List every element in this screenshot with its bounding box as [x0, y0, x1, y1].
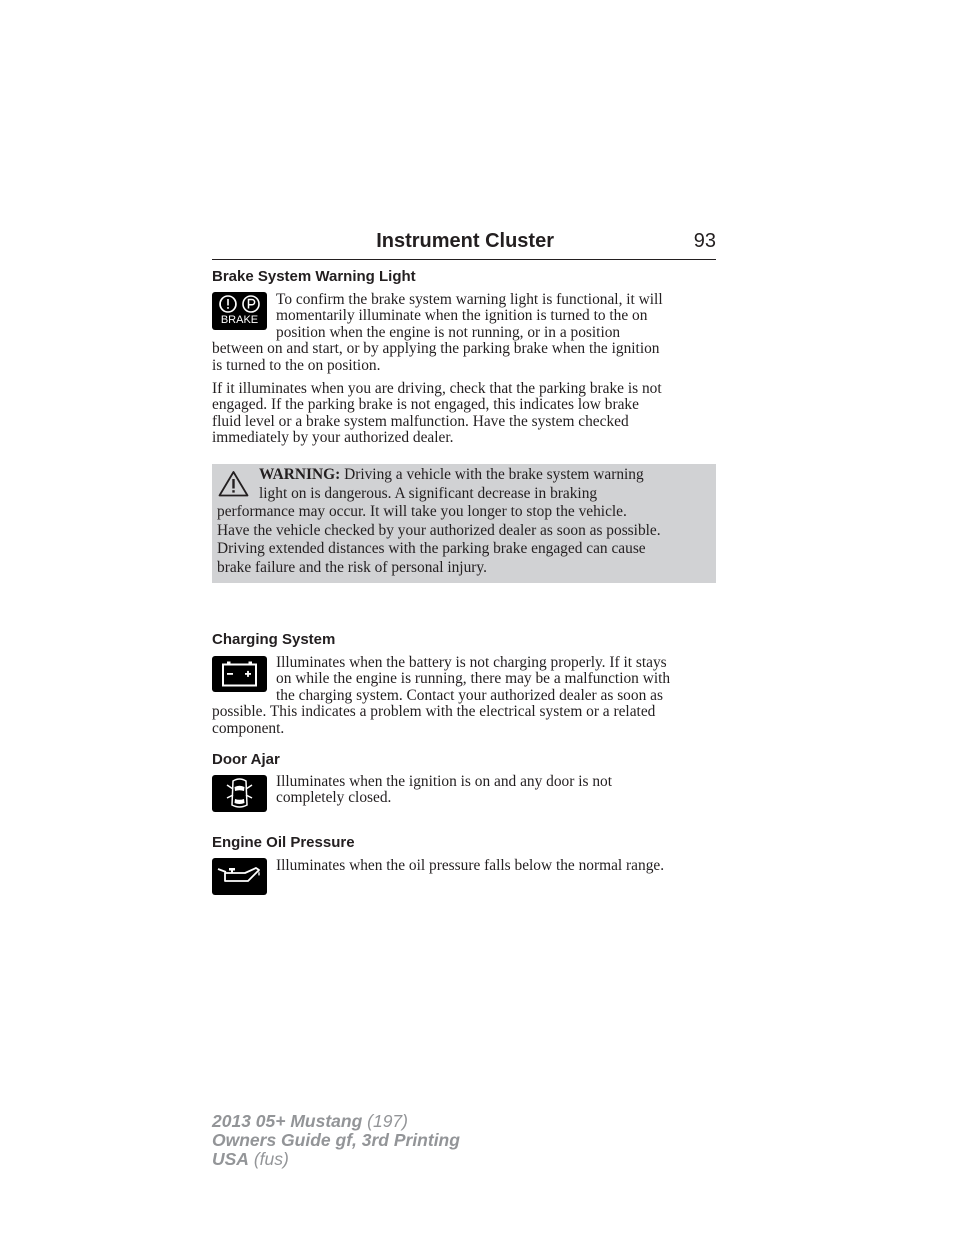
door-heading: Door Ajar: [212, 751, 280, 768]
text-line: fluid level or a brake system malfunction. Have the system checked: [212, 412, 629, 430]
text-line: performance may occur. It will take you longer to stop the vehicle.: [217, 503, 627, 521]
footer-line-2: [212, 1131, 460, 1150]
text-line: position when the engine is not running, or in a position: [276, 323, 621, 341]
warning-text: [217, 466, 713, 578]
text-line: completely closed.: [276, 789, 392, 807]
text-line: Driving a vehicle with the brake system warning: [340, 466, 644, 483]
brake-paragraph-1: [212, 292, 716, 374]
footer-market-code: (fus): [248, 1149, 289, 1169]
text-line: on while the engine is running, there may be a malfunction with: [276, 670, 671, 688]
header-title: Instrument Cluster: [376, 230, 554, 252]
brake-heading: Brake System Warning Light: [212, 268, 416, 285]
footer-line-1: [212, 1112, 460, 1131]
text-line: possible. This indicates a problem with the electrical system or a related: [212, 703, 656, 721]
door-paragraph: [212, 774, 716, 807]
page-header: [212, 229, 716, 260]
footer-model: 2013 05+ Mustang: [212, 1111, 363, 1131]
brake-paragraph-2: [212, 381, 716, 447]
page-footer: [212, 1112, 460, 1169]
text-line: Have the vehicle checked by your authorized dealer as soon as possible.: [217, 521, 661, 539]
brake-icon-label: BRAKE: [220, 314, 259, 326]
text-line: is turned to the on position.: [212, 356, 381, 374]
text-line: Driving extended distances with the parking brake engaged can cause: [217, 540, 646, 558]
text-line: engaged. If the parking brake is not engaged, this indicates low brake: [212, 396, 639, 414]
charging-paragraph: [212, 655, 716, 737]
warning-label: WARNING:: [259, 466, 341, 483]
text-line: To confirm the brake system warning light is functional, it will: [276, 291, 663, 308]
warning-first-line: [217, 466, 713, 485]
text-line: brake failure and the risk of personal injury.: [217, 558, 487, 576]
text-line: between on and start, or by applying the parking brake when the ignition: [212, 340, 660, 358]
text-line: Illuminates when the ignition is on and any door is not: [276, 773, 612, 790]
footer-line-3: [212, 1150, 460, 1169]
oil-paragraph: [212, 858, 716, 874]
page-number: 93: [693, 230, 716, 252]
text-line: If it illuminates when you are driving, check that the parking brake is not: [212, 380, 662, 397]
footer-model-code: (197): [362, 1111, 408, 1131]
charging-heading: Charging System: [212, 631, 336, 648]
text-line: the charging system. Contact your authorized dealer as soon as: [276, 686, 663, 704]
text-line: light on is dangerous. A significant decrease in braking: [259, 484, 598, 502]
text-line: Illuminates when the oil pressure falls below the normal range.: [276, 857, 665, 874]
footer-market: USA: [212, 1149, 249, 1169]
text-line: Illuminates when the battery is not charging properly. If it stays: [276, 654, 667, 671]
text-line: component.: [212, 719, 285, 737]
oil-heading: Engine Oil Pressure: [212, 834, 355, 851]
footer-edition: Owners Guide gf, 3rd Printing: [212, 1130, 460, 1150]
text-line: momentarily illuminate when the ignition is turned to the on: [276, 307, 648, 325]
warning-box: [212, 464, 716, 583]
text-line: immediately by your authorized dealer.: [212, 429, 454, 447]
